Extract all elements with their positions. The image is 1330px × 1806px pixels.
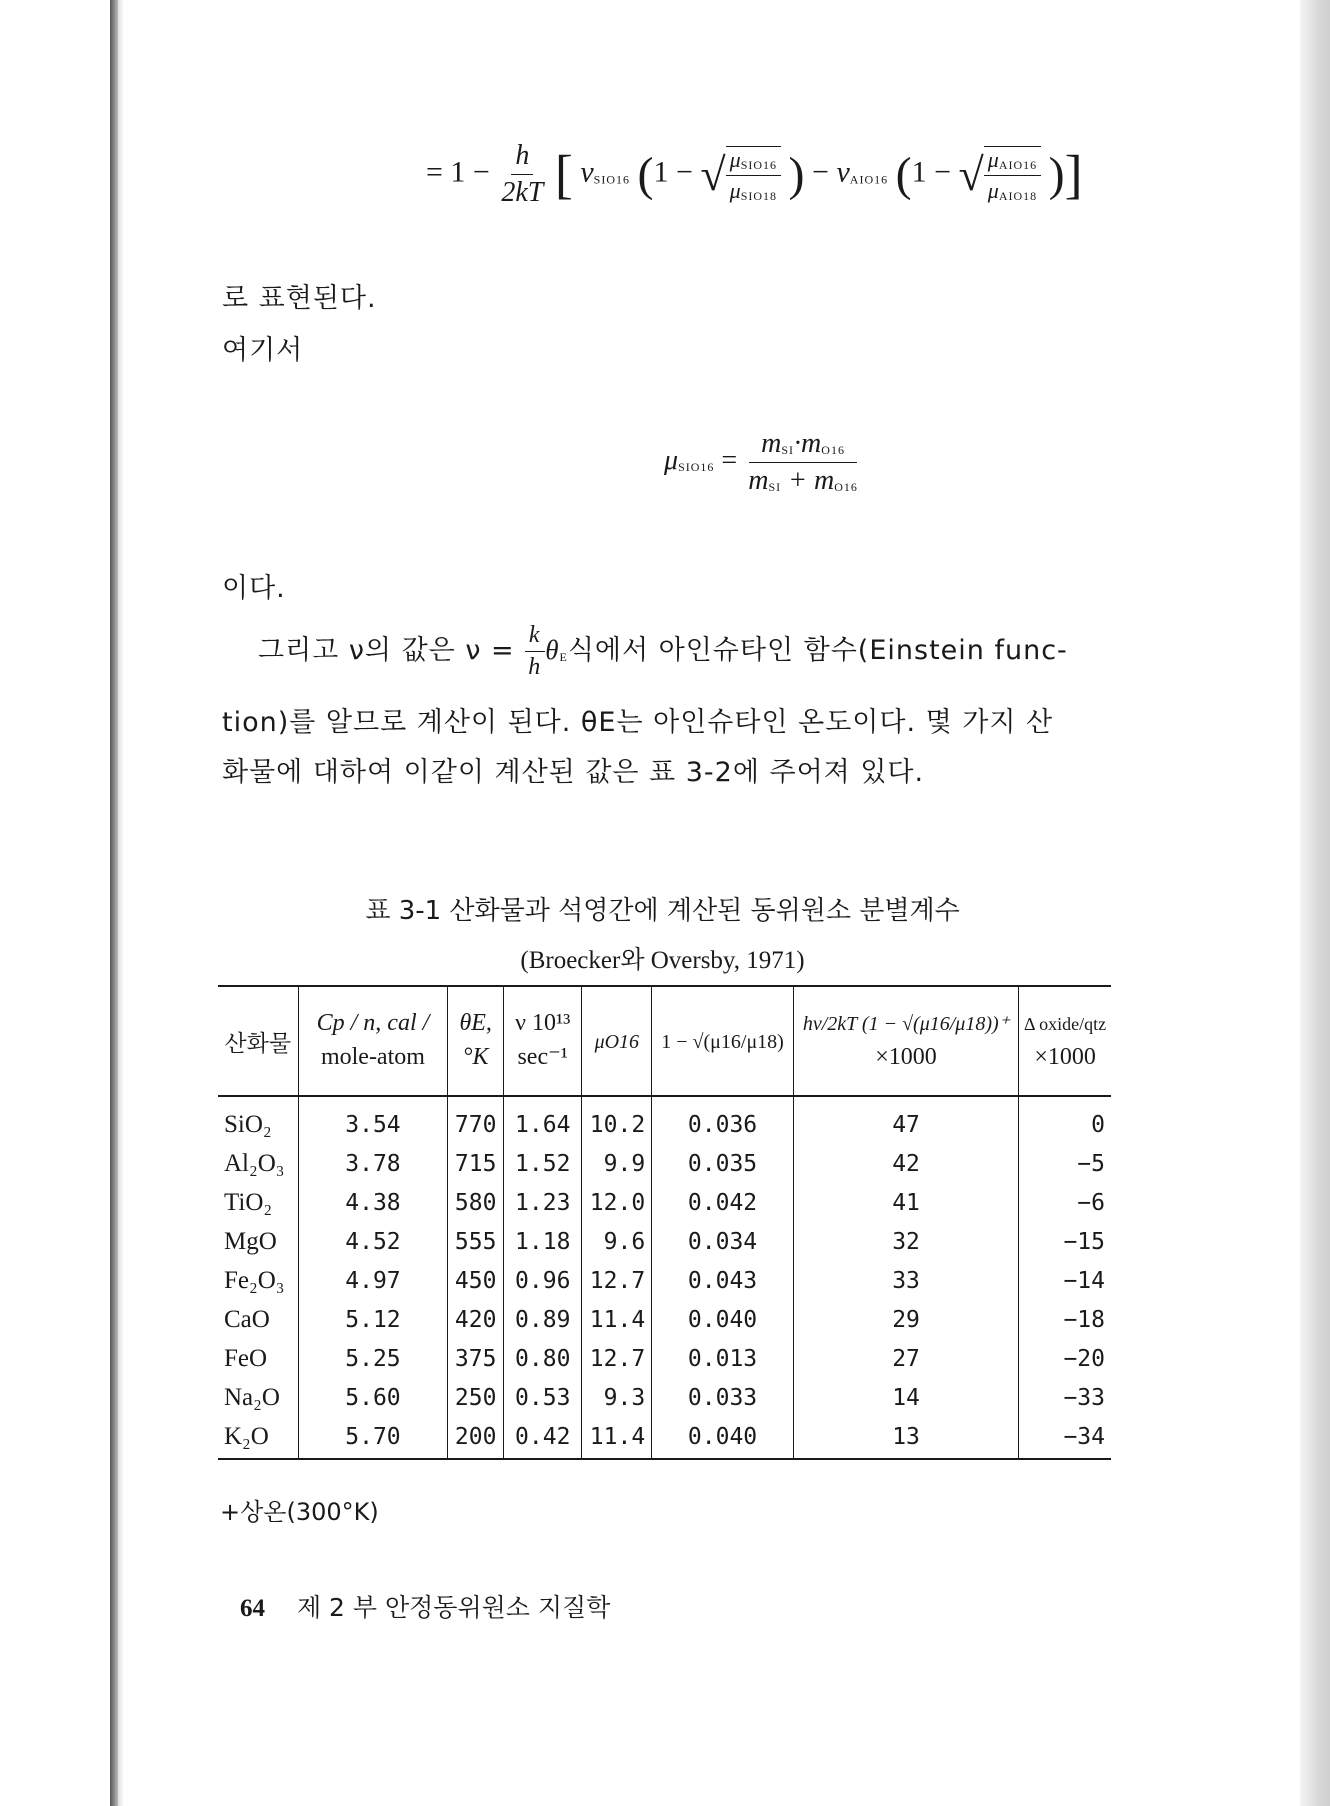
cell-cp: 3.54 xyxy=(298,1096,448,1143)
cell-nu: 1.64 xyxy=(503,1096,581,1143)
table-row xyxy=(218,1338,1111,1377)
cell-term: 27 xyxy=(793,1338,1018,1377)
text-line-1: 로 표현된다. xyxy=(222,283,377,314)
cell-sqrt: 0.013 xyxy=(652,1338,794,1377)
cell-sqrt: 0.043 xyxy=(652,1260,794,1299)
cell-delta: −18 xyxy=(1019,1299,1111,1338)
header-theta: θE, °K xyxy=(448,986,504,1096)
cell-delta: −6 xyxy=(1019,1182,1111,1221)
cell-oxide: TiO₂ xyxy=(224,1188,273,1216)
cell-term: 47 xyxy=(793,1096,1018,1143)
cell-theta: 715 xyxy=(448,1143,504,1182)
cell-nu: 0.42 xyxy=(503,1416,581,1459)
cell-nu: 0.96 xyxy=(503,1260,581,1299)
cell-term: 32 xyxy=(793,1221,1018,1260)
cell-theta: 420 xyxy=(448,1299,504,1338)
table-row xyxy=(218,1182,1111,1221)
page-number: 64 xyxy=(240,1595,265,1622)
cell-delta: −20 xyxy=(1019,1338,1111,1377)
cell-nu: 0.80 xyxy=(503,1338,581,1377)
cell-theta: 375 xyxy=(448,1338,504,1377)
header-nu: ν 10¹³ sec⁻¹ xyxy=(503,986,581,1096)
cell-sqrt: 0.034 xyxy=(652,1221,794,1260)
equation-mu: μSIO16 = $\frac{\text{mSI·mO16}}{\text{mSI + mO16}}$ xyxy=(664,428,858,496)
table-row xyxy=(218,1221,1111,1260)
paragraph-line-1b: 식에서 아인슈타인 함수(Einstein func- xyxy=(567,635,1068,666)
text-line-3: 이다. xyxy=(222,573,286,604)
text-line-2: 여기서 xyxy=(222,335,304,366)
cell-cp: 5.25 xyxy=(298,1338,448,1377)
cell-theta: 250 xyxy=(448,1377,504,1416)
table-row xyxy=(218,1416,1111,1459)
cell-mu: 11.4 xyxy=(582,1416,652,1459)
table-row xyxy=(218,1377,1111,1416)
cell-oxide: Fe₂O₃ xyxy=(224,1266,285,1294)
paragraph-line-1a: 그리고 ν의 값은 ν = xyxy=(258,635,515,666)
cell-nu: 0.89 xyxy=(503,1299,581,1338)
table-row xyxy=(218,1096,1111,1143)
page-edge-highlight xyxy=(118,0,124,1806)
cell-sqrt: 0.033 xyxy=(652,1377,794,1416)
cell-delta: 0 xyxy=(1019,1096,1111,1143)
cell-oxide: CaO xyxy=(224,1305,270,1333)
cell-theta: 555 xyxy=(448,1221,504,1260)
cell-oxide: K₂O xyxy=(218,1416,298,1459)
cell-mu: 12.7 xyxy=(582,1338,652,1377)
table-source: (Broecker와 Oversby, 1971) xyxy=(520,947,805,974)
cell-theta: 580 xyxy=(448,1182,504,1221)
table-footnote: +상온(300°K) xyxy=(220,1498,379,1526)
table-row xyxy=(218,1299,1111,1338)
cell-cp: 4.97 xyxy=(298,1260,448,1299)
cell-cp: 4.38 xyxy=(298,1182,448,1221)
table-row xyxy=(218,1260,1111,1299)
cell-mu: 12.0 xyxy=(582,1182,652,1221)
cell-sqrt: 0.035 xyxy=(652,1143,794,1182)
cell-nu: 1.52 xyxy=(503,1143,581,1182)
cell-delta: −15 xyxy=(1019,1221,1111,1260)
cell-cp: 5.12 xyxy=(298,1299,448,1338)
cell-delta: −5 xyxy=(1019,1143,1111,1182)
cell-nu: 1.18 xyxy=(503,1221,581,1260)
page-right-shadow xyxy=(1300,0,1330,1806)
cell-delta: −33 xyxy=(1019,1377,1111,1416)
header-sqrt: 1 − √(μ16/μ18) xyxy=(652,986,794,1096)
header-mu: μO16 xyxy=(582,986,652,1096)
cell-term: 42 xyxy=(793,1143,1018,1182)
cell-mu: 9.6 xyxy=(582,1221,652,1260)
cell-sqrt: 0.040 xyxy=(652,1299,794,1338)
cell-theta: 770 xyxy=(448,1096,504,1143)
cell-delta: −34 xyxy=(1019,1416,1111,1459)
cell-mu: 12.7 xyxy=(582,1260,652,1299)
page-edge-shadow xyxy=(110,0,118,1806)
cell-cp: 5.70 xyxy=(298,1416,448,1459)
fractionation-table xyxy=(218,985,1111,1460)
cell-term: 14 xyxy=(793,1377,1018,1416)
equation-top: = 1 − $\frac{h}{2kT}$ [ νSIO16 (1 − √ $\frac{\text{μSIO16}}{\text{μSIO18}}$ ) − νAIO16 (1 − √ $\frac{\text{μAIO16}}{\text{μAIO18}}$ )] xyxy=(426,140,1083,208)
cell-nu: 0.53 xyxy=(503,1377,581,1416)
header-oxide: 산화물 xyxy=(218,986,298,1096)
cell-mu: 9.9 xyxy=(582,1143,652,1182)
paragraph-line-3: 화물에 대하여 이같이 계산된 값은 표 3-2에 주어져 있다. xyxy=(222,757,925,788)
page-footer xyxy=(240,1588,610,1624)
cell-mu: 11.4 xyxy=(582,1299,652,1338)
table-header-row xyxy=(218,986,1111,1096)
cell-oxide: FeO xyxy=(224,1344,268,1372)
table-caption: 표 3-1 산화물과 석영간에 계산된 동위원소 분별계수 xyxy=(365,896,960,926)
cell-mu: 9.3 xyxy=(582,1377,652,1416)
cell-term: 41 xyxy=(793,1182,1018,1221)
cell-oxide: SiO₂ xyxy=(224,1110,272,1138)
cell-oxide: MgO xyxy=(224,1227,277,1255)
cell-term: 29 xyxy=(793,1299,1018,1338)
cell-sqrt: 0.036 xyxy=(652,1096,794,1143)
table-row xyxy=(218,1143,1111,1182)
cell-theta: 450 xyxy=(448,1260,504,1299)
cell-oxide: Na₂O xyxy=(224,1383,280,1411)
header-term: hν/2kT (1 − √(μ16/μ18))⁺ ×1000 xyxy=(793,986,1018,1096)
header-delta: Δ oxide/qtz ×1000 xyxy=(1019,986,1111,1096)
cell-cp: 5.60 xyxy=(298,1377,448,1416)
header-cp: Cp / n, cal / mole-atom xyxy=(298,986,448,1096)
cell-delta: −14 xyxy=(1019,1260,1111,1299)
cell-term: 13 xyxy=(793,1416,1018,1459)
paragraph-line-1: 그리고 ν의 값은 ν = $\frac{k}{h}$ θE식에서 아인슈타인 함수(Einstein func- xyxy=(258,622,1068,680)
cell-theta: 200 xyxy=(448,1416,504,1459)
part-title: 제 2 부 안정동위원소 지질학 xyxy=(296,1593,611,1622)
cell-oxide: Al₂O₃ xyxy=(224,1149,285,1177)
cell-sqrt: 0.042 xyxy=(652,1182,794,1221)
cell-nu: 1.23 xyxy=(503,1182,581,1221)
cell-cp: 4.52 xyxy=(298,1221,448,1260)
cell-term: 33 xyxy=(793,1260,1018,1299)
cell-cp: 3.78 xyxy=(298,1143,448,1182)
paragraph-line-2: tion)를 알므로 계산이 된다. θE는 아인슈타인 온도이다. 몇 가지 산 xyxy=(222,707,1054,738)
cell-sqrt: 0.040 xyxy=(652,1416,794,1459)
cell-mu: 10.2 xyxy=(582,1096,652,1143)
